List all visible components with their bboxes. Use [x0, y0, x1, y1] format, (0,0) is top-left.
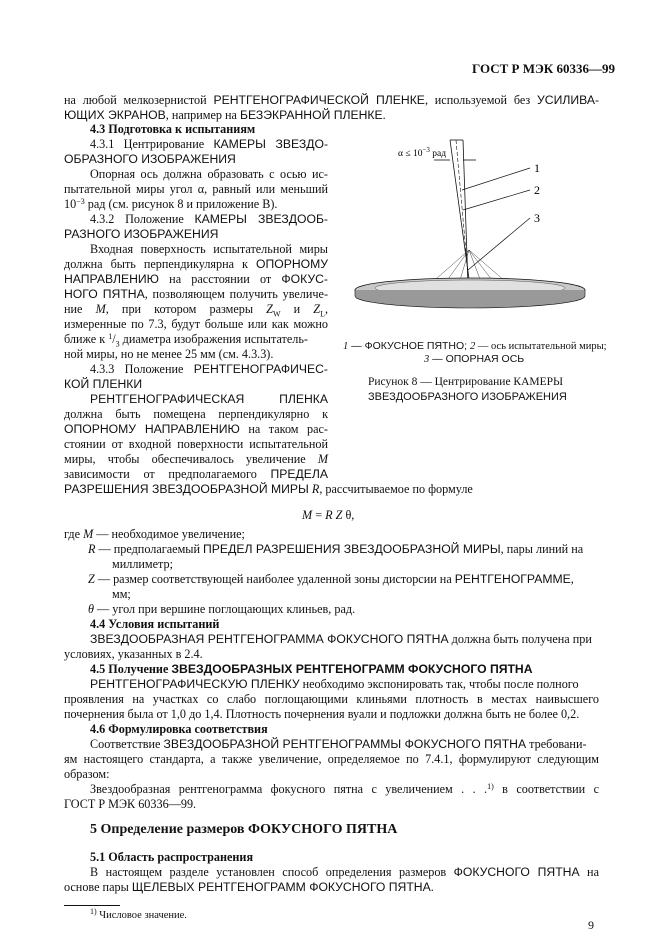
- leader-3: [468, 218, 530, 270]
- text-line: условиях, указанных в 2.4.: [64, 647, 203, 661]
- text-line: ОПОРНОМУ НАПРАВЛЕНИЮ на таком рас-: [64, 422, 328, 436]
- label-1: 1: [534, 161, 540, 175]
- where-line-3-cont: мм;: [112, 587, 131, 601]
- text-line: проявления на участках со слабо поглощающими клиньями плотность в местах наивысшего: [64, 692, 599, 706]
- clause-4-3-1-title: 4.3.1 Центрирование КАМЕРЫ ЗВЕЗДО-: [90, 137, 329, 151]
- text-line: В настоящем разделе установлен способ определения размеров ФОКУСНОГО ПЯТНА на: [90, 865, 599, 879]
- section-4-3-heading: 4.3 Подготовка к испытаниям: [90, 122, 256, 136]
- where-line-4: θ — угол при вершине поглощающих клиньев, рад.: [88, 602, 356, 616]
- footnote: $^{1)}$ Числовое значение.: [90, 907, 187, 921]
- figure-8-diagram: [338, 120, 600, 352]
- section-4-6-heading: 4.6 Формулировка соответствия: [90, 722, 268, 736]
- text-line: пытательной миры угол α, равный или меньший: [64, 182, 328, 196]
- where-line-2: R — предполагаемый ПРЕДЕЛ РАЗРЕШЕНИЯ ЗВЕЗДООБРАЗНОЙ МИРЫ, пары линий на: [88, 542, 584, 556]
- section-5-1-heading: 5.1 Область распространения: [90, 850, 254, 864]
- text-line: Соответствие ЗВЕЗДООБРАЗНОЙ РЕНТГЕНОГРАММЫ ФОКУСНОГО ПЯТНА требовани-: [90, 737, 587, 751]
- figure-legend-line-1: 1 — ФОКУСНОЕ ПЯТНО; 2 — ось испытательной миры;: [343, 340, 607, 352]
- intro-line-2: ЮЩИХ ЭКРАНОВ, например на БЕЗЭКРАННОЙ ПЛЕНКЕ.: [64, 108, 386, 122]
- text-line: ближе к $^1/_3$ диаметра изображения испытатель-: [64, 332, 308, 349]
- text-line: ГОСТ Р МЭК 60336—99.: [64, 797, 197, 811]
- reference-axis: [463, 140, 468, 286]
- text-line: ям настоящего стандарта, а также увеличение, определяемое по 7.4.1, формулируют следующим: [64, 752, 599, 766]
- leader-2: [463, 190, 530, 210]
- text-line: Звездообразная рентгенограмма фокусного пятна с увеличением . . .$^{1)}$ в соответствии с: [90, 782, 599, 796]
- figure-caption-2: ЗВЕЗДООБРАЗНОГО ИЗОБРАЖЕНИЯ: [368, 391, 567, 403]
- text-line: образом:: [64, 767, 110, 781]
- intro-line-1: на любой мелкозернистой РЕНТГЕНОГРАФИЧЕСКОЙ ПЛЕНКЕ, используемой без УСИЛИВА-: [64, 93, 600, 107]
- label-2: 2: [534, 183, 540, 197]
- leader-1: [462, 168, 530, 190]
- text-line: Опорная ось должна образовать с осью ис-: [90, 167, 328, 181]
- text-line: измеренные по 7.3, будут больше или как можно: [64, 317, 328, 331]
- where-line-2-cont: миллиметр;: [112, 557, 173, 571]
- text-line: НОГО ПЯТНА, позволяющем получить увеличе-: [64, 287, 329, 301]
- text-line: миры, чтобы обеспечивалось увеличение M: [64, 452, 328, 466]
- footnote-rule: [64, 905, 120, 906]
- clause-4-3-3-title: 4.3.3 Положение РЕНТГЕНОГРАФИЧЕС-: [90, 362, 328, 376]
- clause-4-3-1-title-cont: ОБРАЗНОГО ИЗОБРАЖЕНИЯ: [64, 152, 236, 166]
- text-line: зависимости от предполагаемого ПРЕДЕЛА: [64, 467, 328, 481]
- label-3: 3: [534, 211, 540, 225]
- text-line: стоянии от входной поверхности испытательной: [64, 437, 328, 451]
- document-header: ГОСТ Р МЭК 60336—99: [472, 61, 615, 76]
- text-line: $10^{-3}$ рад (см. рисунок 8 и приложение В).: [64, 197, 278, 211]
- text-line: РАЗРЕШЕНИЯ ЗВЕЗДООБРАЗНОЙ МИРЫ R, рассчитываемое по формуле: [64, 482, 473, 496]
- alpha-label: $\alpha \le 10^{-3}$ рад: [398, 146, 447, 159]
- text-line: должна быть помещена перпендикулярно к: [64, 407, 328, 421]
- text-line: РЕНТГЕНОГРАФИЧЕСКУЮ ПЛЕНКУ необходимо экспонировать так, чтобы после полного: [90, 677, 579, 691]
- text-line: почернения была от 1,0 до 1,4. Плотность почернения вуали и подложки должна быть не более 0,2.: [64, 707, 580, 721]
- figure-legend-line-2: 3 — ОПОРНАЯ ОСЬ: [424, 353, 525, 365]
- text-line: РЕНТГЕНОГРАФИЧЕСКАЯ ПЛЕНКА: [90, 392, 328, 406]
- text-line: ЗВЕЗДООБРАЗНАЯ РЕНТГЕНОГРАММА ФОКУСНОГО ПЯТНА должна быть получена при: [90, 632, 592, 646]
- page-number: 9: [588, 918, 594, 932]
- section-5-title: 5 Определение размеров ФОКУСНОГО ПЯТНА: [90, 822, 398, 837]
- section-4-4-heading: 4.4 Условия испытаний: [90, 617, 220, 631]
- formula: M = R Z θ,: [302, 508, 355, 522]
- clause-4-3-3-title-cont: КОЙ ПЛЕНКИ: [64, 377, 143, 391]
- text-line: ной миры, но не менее 25 мм (см. 4.3.3).: [64, 347, 274, 361]
- text-line: ние M, при котором размеры $Z_W$ и $Z_L$,: [64, 302, 328, 319]
- figure-caption-1: Рисунок 8 — Центрирование КАМЕРЫ: [368, 376, 564, 388]
- where-line-1: где M — необходимое увеличение;: [64, 527, 245, 541]
- text-line: основе пары ЩЕЛЕВЫХ РЕНТГЕНОГРАММ ФОКУСНОГО ПЯТНА.: [64, 880, 434, 894]
- text-line: должна быть перпендикулярна к ОПОРНОМУ: [64, 257, 328, 271]
- clause-4-3-2-title: 4.3.2 Положение КАМЕРЫ ЗВЕЗДООБ-: [90, 212, 328, 226]
- where-line-3: Z — размер соответствующей наиболее удаленной зоны дисторсии на РЕНТГЕНОГРАММЕ,: [88, 572, 574, 586]
- text-line: Входная поверхность испытательной миры: [90, 242, 328, 256]
- clause-4-3-2-title-cont: РАЗНОГО ИЗОБРАЖЕНИЯ: [64, 227, 219, 241]
- text-line: НАПРАВЛЕНИЮ на расстоянии от ФОКУС-: [64, 272, 328, 286]
- section-4-5-heading: 4.5 Получение ЗВЕЗДООБРАЗНЫХ РЕНТГЕНОГРАММ ФОКУСНОГО ПЯТНА: [90, 662, 533, 676]
